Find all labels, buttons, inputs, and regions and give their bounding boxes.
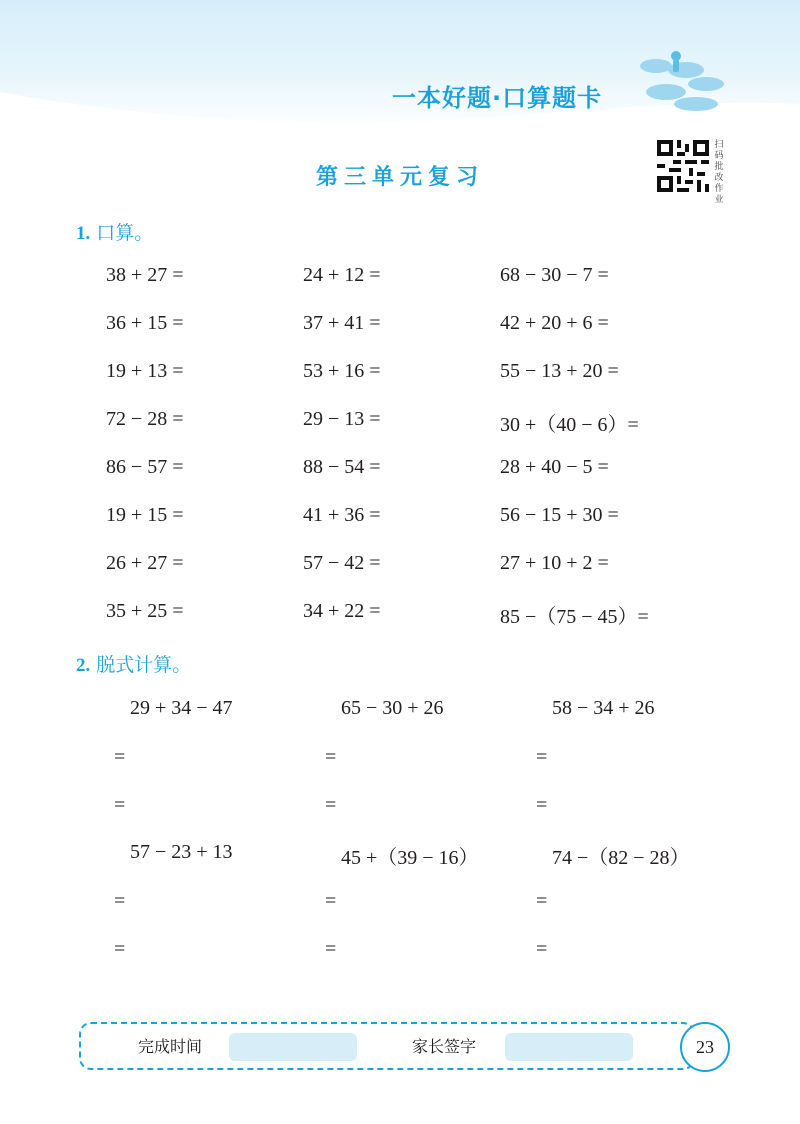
answer-line: = xyxy=(114,890,126,912)
stepwise-expr-5: 45 +（39 − 16） xyxy=(341,847,479,869)
problem-3-4: 30 +（40 − 6）= xyxy=(500,414,639,436)
answer-line: = xyxy=(325,938,337,960)
problem-2-6: 41 + 36 = xyxy=(303,504,381,526)
answer-line: = xyxy=(536,746,548,768)
completion-time-field[interactable] xyxy=(229,1033,357,1061)
problem-3-5: 28 + 40 − 5 = xyxy=(500,456,609,478)
qr-label: 扫码批改作业 xyxy=(714,140,724,205)
problem-2-4: 29 − 13 = xyxy=(303,408,381,430)
section2-label: 脱式计算。 xyxy=(96,654,192,676)
answer-line: = xyxy=(325,746,337,768)
problem-2-2: 37 + 41 = xyxy=(303,312,381,334)
page-number: 23 xyxy=(680,1022,730,1072)
problem-1-3: 19 + 13 = xyxy=(106,360,184,382)
section2-number: 2. xyxy=(76,655,91,676)
answer-line: = xyxy=(114,794,126,816)
answer-line: = xyxy=(325,890,337,912)
stepwise-expr-1: 29 + 34 − 47 xyxy=(130,697,233,719)
answer-line: = xyxy=(114,746,126,768)
problem-3-8: 85 −（75 − 45）= xyxy=(500,606,649,628)
problem-1-6: 19 + 15 = xyxy=(106,504,184,526)
unit-title: 第三单元复习 xyxy=(315,165,484,190)
problem-2-1: 24 + 12 = xyxy=(303,264,381,286)
answer-line: = xyxy=(536,890,548,912)
answer-line: = xyxy=(536,794,548,816)
problem-2-5: 88 − 54 = xyxy=(303,456,381,478)
problem-3-1: 68 − 30 − 7 = xyxy=(500,264,609,286)
parent-signature-field[interactable] xyxy=(505,1033,633,1061)
answer-line: = xyxy=(114,938,126,960)
problem-1-8: 35 + 25 = xyxy=(106,600,184,622)
brand-title: 一本好题·口算题卡 xyxy=(392,84,603,112)
stepwise-expr-2: 65 − 30 + 26 xyxy=(341,697,444,719)
problem-1-5: 86 − 57 = xyxy=(106,456,184,478)
section1-label: 口算。 xyxy=(96,222,154,244)
parent-signature-label: 家长签字 xyxy=(412,1037,477,1056)
completion-time-label: 完成时间 xyxy=(138,1037,203,1056)
problem-3-2: 42 + 20 + 6 = xyxy=(500,312,609,334)
problem-3-3: 55 − 13 + 20 = xyxy=(500,360,619,382)
problem-1-1: 38 + 27 = xyxy=(106,264,184,286)
stepwise-expr-4: 57 − 23 + 13 xyxy=(130,841,233,863)
problem-2-8: 34 + 22 = xyxy=(303,600,381,622)
problem-2-7: 57 − 42 = xyxy=(303,552,381,574)
section1-number: 1. xyxy=(76,223,91,244)
stepwise-expr-3: 58 − 34 + 26 xyxy=(552,697,655,719)
stepwise-expr-6: 74 −（82 − 28） xyxy=(552,847,690,869)
section1-title xyxy=(76,218,153,245)
clouds-icon xyxy=(636,46,728,116)
problem-3-6: 56 − 15 + 30 = xyxy=(500,504,619,526)
problem-1-7: 26 + 27 = xyxy=(106,552,184,574)
section2-title xyxy=(76,650,191,677)
problem-1-4: 72 − 28 = xyxy=(106,408,184,430)
answer-line: = xyxy=(325,794,337,816)
problem-2-3: 53 + 16 = xyxy=(303,360,381,382)
answer-line: = xyxy=(536,938,548,960)
problem-3-7: 27 + 10 + 2 = xyxy=(500,552,609,574)
problem-1-2: 36 + 15 = xyxy=(106,312,184,334)
